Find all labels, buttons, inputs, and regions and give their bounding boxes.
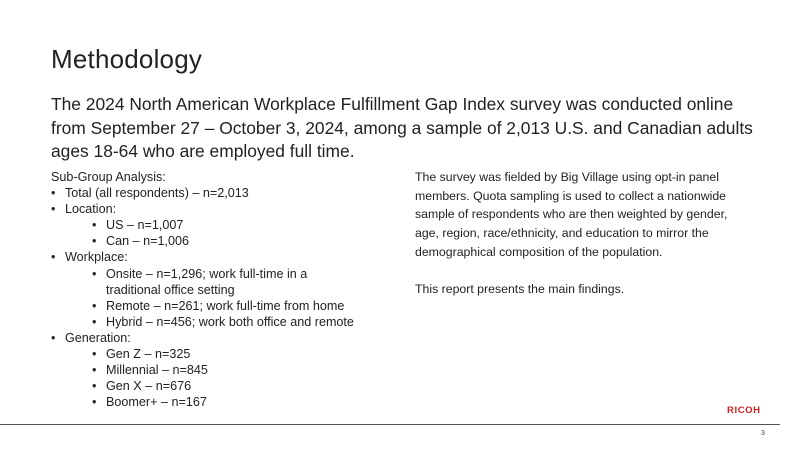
list-item-total: • Total (all respondents) – n=2,013 <box>51 185 391 201</box>
methodology-notes <box>415 168 733 299</box>
list-item-generation <box>51 330 391 410</box>
list-item: • Boomer+ – n=167 <box>92 394 391 410</box>
slide-title: Methodology <box>51 44 203 74</box>
list-item: • Remote – n=261; work full-time from home <box>92 298 391 314</box>
workplace-label: Workplace: <box>65 250 128 265</box>
page-number: 3 <box>761 430 765 437</box>
spacer <box>415 262 733 281</box>
list-item: • Can – n=1,006 <box>92 233 391 249</box>
list-item: • Onsite – n=1,296; work full-time in a traditional office setting <box>92 266 336 298</box>
generation-list <box>65 346 391 410</box>
report-note: This report presents the main findings. <box>415 282 625 297</box>
subgroup-analysis <box>51 169 391 410</box>
workplace-list <box>65 266 391 330</box>
intro-paragraph: The 2024 North American Workplace Fulfillment Gap Index survey was conducted online from September 27 – October 3, 2024, among a sample of 2,013 U.S. and Canadian adults ages 18-64 who are employed full time. <box>51 94 753 161</box>
subgroup-list <box>51 185 391 410</box>
survey-description: The survey was fielded by Big Village using opt-in panel members. Quota sampling is used to collect a nationwide sample of respondents who are then weighted by gender, age, region, race/ethnicity, and education to mirror the demographical composition of the population. <box>415 170 728 259</box>
location-list <box>65 217 391 249</box>
list-item: • Hybrid – n=456; work both office and remote <box>92 314 391 330</box>
list-item: • US – n=1,007 <box>92 217 391 233</box>
list-item-location <box>51 201 391 249</box>
list-item: • Gen Z – n=325 <box>92 346 391 362</box>
list-item-workplace <box>51 249 391 329</box>
subgroup-heading: Sub-Group Analysis: <box>51 170 166 184</box>
generation-label: Generation: <box>65 330 131 345</box>
ricoh-logo: RICOH <box>727 405 761 416</box>
list-item: • Millennial – n=845 <box>92 362 391 378</box>
footer-divider <box>0 424 780 425</box>
list-item: • Gen X – n=676 <box>92 378 391 394</box>
location-label: Location: <box>65 202 117 217</box>
